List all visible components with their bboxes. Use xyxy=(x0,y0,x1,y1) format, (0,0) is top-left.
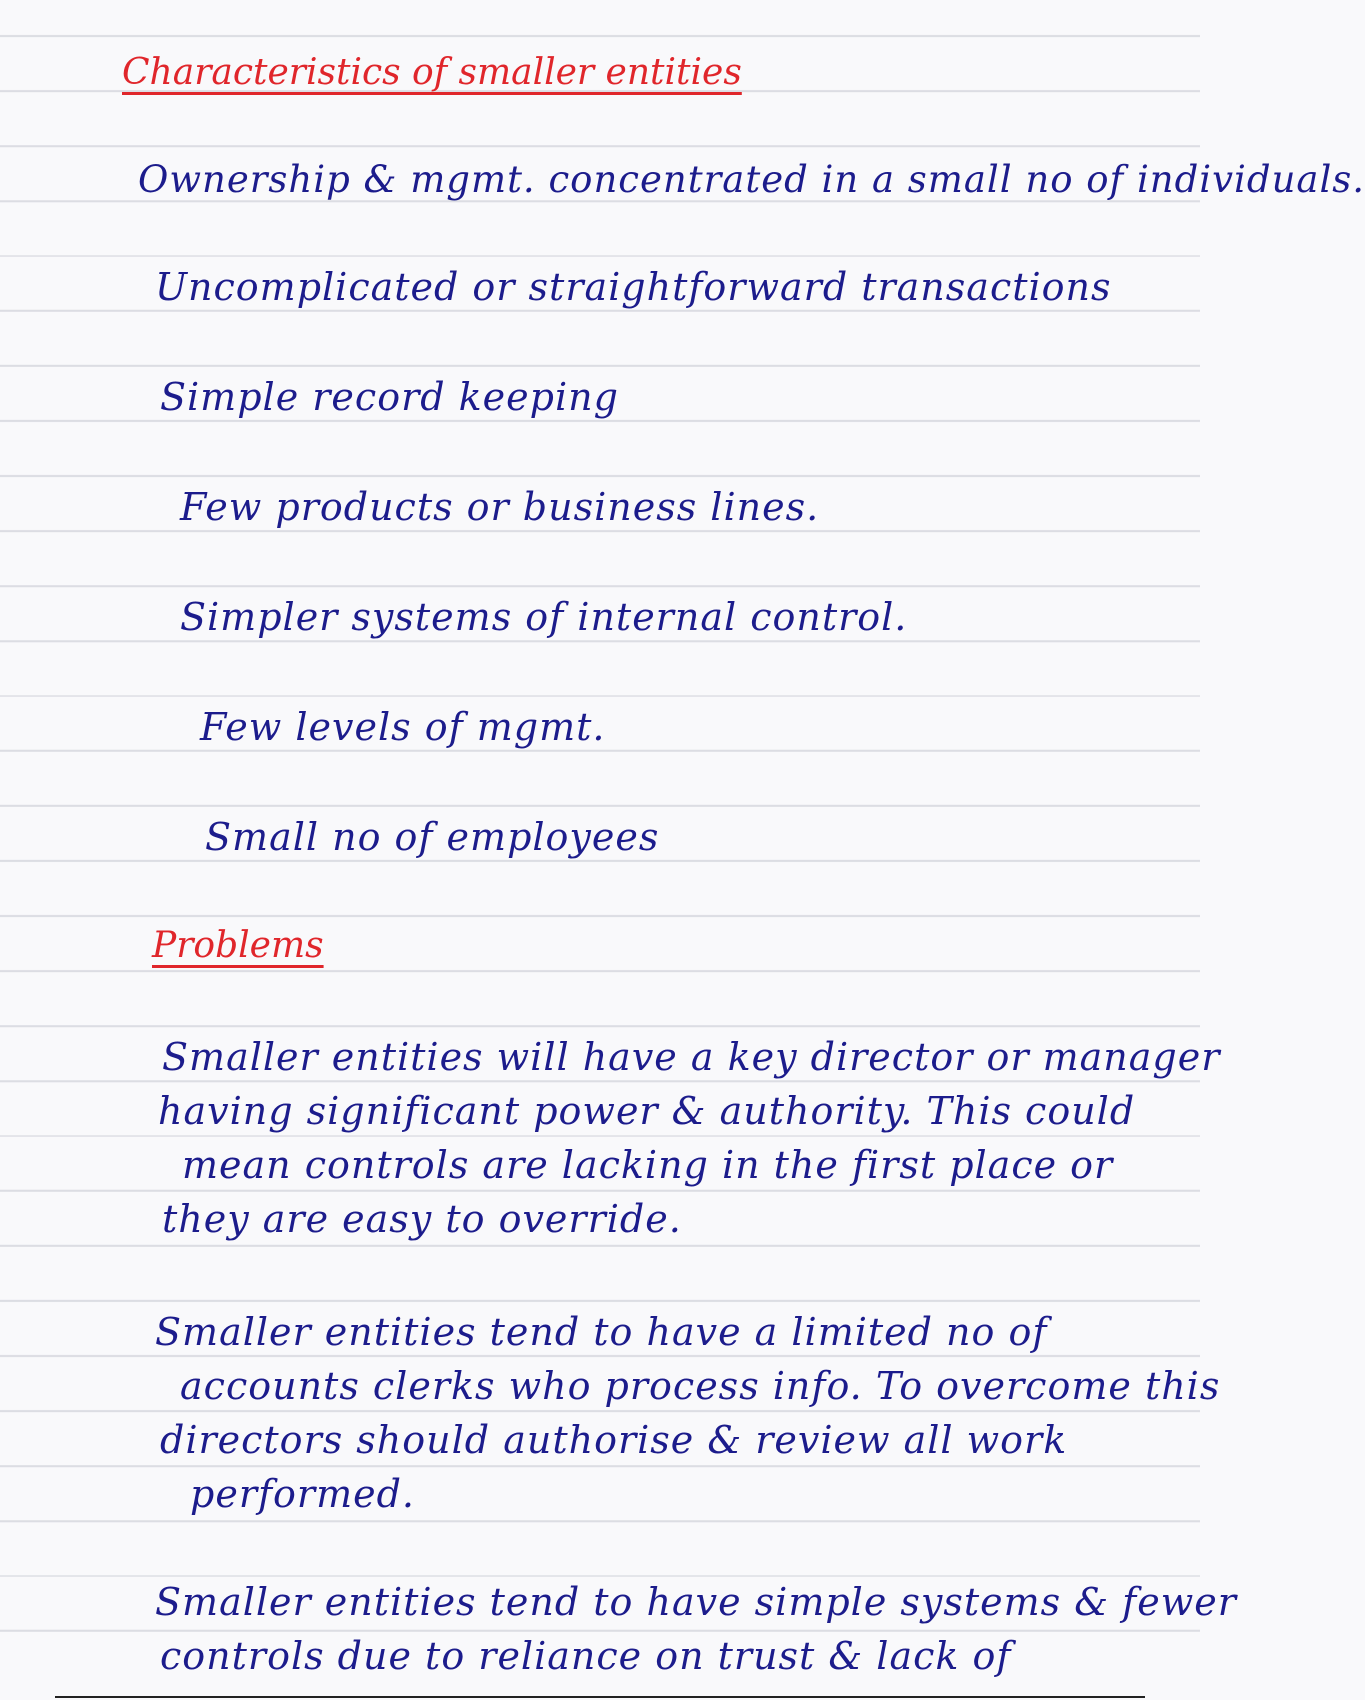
paragraph xyxy=(155,1305,1220,1521)
paragraph-line: accounts clerks who process info. To overcome this xyxy=(180,1364,1221,1408)
list-item: Small no of employees xyxy=(205,815,660,859)
paragraph-line: controls due to reliance on trust & lack of xyxy=(160,1634,1012,1678)
paragraph-line: having significant power & authority. This could xyxy=(158,1089,1136,1133)
paragraph xyxy=(155,1575,1237,1683)
paragraph-line: Smaller entities will have a key director or manager xyxy=(162,1035,1221,1079)
paragraph-line: directors should authorise & review all work xyxy=(160,1418,1068,1462)
paragraph-line: performed. xyxy=(190,1472,416,1516)
list-item: Ownership & mgmt. concentrated in a small no of individuals. xyxy=(138,158,1365,201)
page-bottom-edge xyxy=(55,1696,1145,1698)
list-item: Simple record keeping xyxy=(160,375,619,419)
section-heading-characteristics: Characteristics of smaller entities xyxy=(122,52,742,93)
paragraph-line: they are easy to override. xyxy=(162,1197,682,1241)
paragraph-line: mean controls are lacking in the first place or xyxy=(182,1143,1114,1187)
paragraph xyxy=(158,1030,1221,1246)
section-heading-problems: Problems xyxy=(152,925,324,966)
list-item: Few products or business lines. xyxy=(180,485,820,529)
list-item: Simpler systems of internal control. xyxy=(180,595,908,639)
list-item: Few levels of mgmt. xyxy=(200,705,606,749)
list-item: Uncomplicated or straightforward transactions xyxy=(155,265,1112,309)
paragraph-line: Smaller entities tend to have simple systems & fewer xyxy=(155,1580,1237,1624)
paragraph-line: Smaller entities tend to have a limited no of xyxy=(155,1310,1048,1354)
